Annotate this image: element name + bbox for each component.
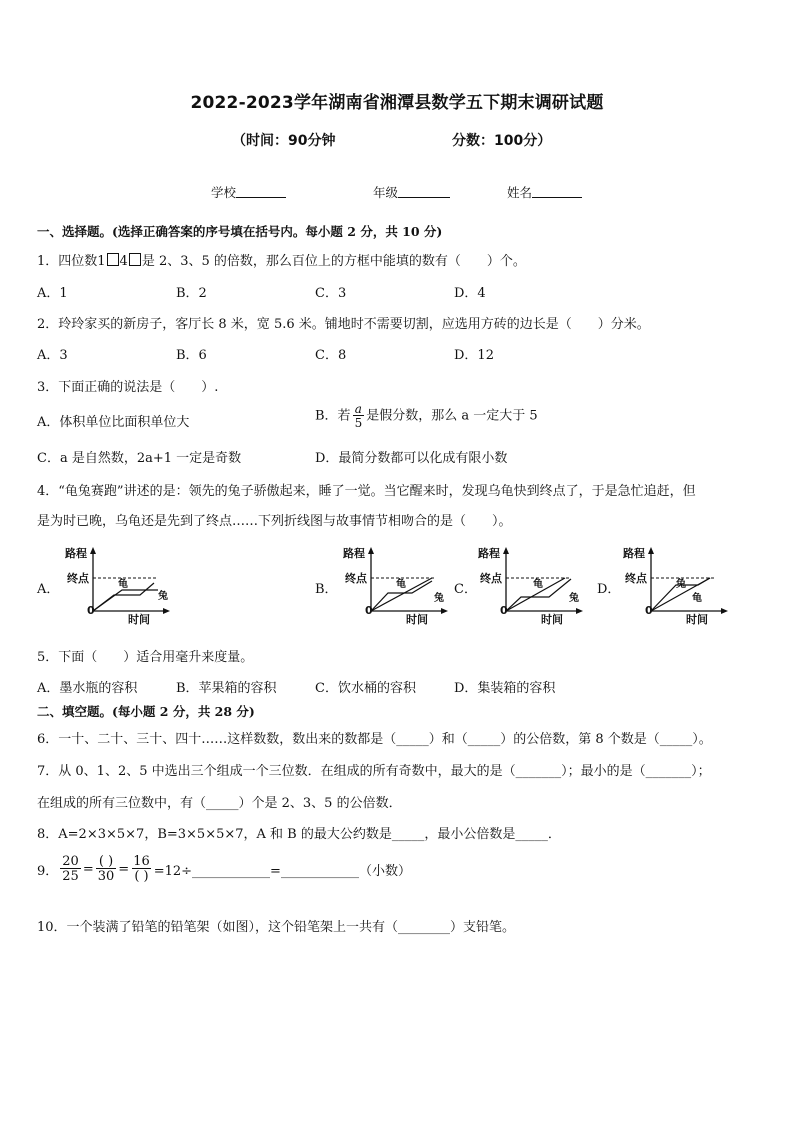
q4-option-b[interactable]: B． <box>315 582 338 597</box>
fraction-numerator: 20 <box>62 854 79 869</box>
graph-label-a: 龟 <box>533 579 543 590</box>
question-8: 8．A=2×3×5×7，B=3×5×5×7，A 和 B 的最大公约数是_____，最小公倍数是_____． <box>37 827 561 842</box>
graph-x-label: 时间 <box>128 613 150 626</box>
graph-end-label: 终点 <box>480 572 502 585</box>
fraction-denominator: 25 <box>62 869 79 884</box>
graph-label-a: 兔 <box>676 579 686 590</box>
fraction-denominator: 5 <box>354 416 363 430</box>
fraction-blank-30[interactable] <box>96 855 117 883</box>
school-label: 学校 <box>211 185 237 200</box>
graph-end-label: 终点 <box>67 572 89 585</box>
grade-label: 年级 <box>373 185 399 200</box>
graph-x-label: 时间 <box>686 613 708 626</box>
graph-label-b: 兔 <box>158 591 168 602</box>
q1-option-d[interactable]: D．4 <box>454 286 486 301</box>
fraction-denominator: ( ) <box>134 869 149 884</box>
equals-sign: = <box>82 861 94 877</box>
q3-b-post: 是假分数，那么 a 一定大于 5 <box>366 408 538 424</box>
page-title: 2022-2023学年湖南省湘潭县数学五下期末调研试题 <box>190 93 604 113</box>
digit-box <box>107 253 119 266</box>
q1-option-a[interactable]: A．1 <box>37 286 68 301</box>
graph-origin: 0 <box>500 604 508 617</box>
graph-label-b: 兔 <box>434 593 444 604</box>
fraction-numerator: ( ) <box>98 854 114 869</box>
school-blank[interactable] <box>236 185 286 198</box>
graph-label-b: 兔 <box>569 593 579 604</box>
graph-y-label: 路程 <box>65 547 87 560</box>
digit-box <box>129 253 141 266</box>
question-5: 5．下面（ ）适合用毫升来度量。 <box>37 650 254 665</box>
grade-field <box>373 183 450 201</box>
graph-option-a <box>62 543 180 627</box>
graph-origin: 0 <box>645 604 653 617</box>
question-6: 6．一十、二十、三十、四十……这样数数，数出来的数都是（_____）和（_____）的公倍数，第 8 个数是（_____）。 <box>37 732 712 747</box>
q3-option-a[interactable]: A．体积单位比面积单位大 <box>37 415 190 430</box>
graph-y-label: 路程 <box>478 547 500 560</box>
graph-y-label: 路程 <box>623 547 645 560</box>
name-field <box>507 183 582 201</box>
q5-option-c[interactable]: C．饮水桶的容积 <box>315 681 416 696</box>
q1-option-b[interactable]: B．2 <box>176 286 207 301</box>
score-info: 分数：100分） <box>452 133 552 149</box>
question-7-line2: 在组成的所有三位数中，有（_____）个是 2、3、5 的公倍数． <box>37 796 402 811</box>
question-3: 3．下面正确的说法是（ ）. <box>37 380 219 395</box>
q1-text-post: 是 2、3、5 的倍数，那么百位上的方框中能填的数有（ ）个。 <box>141 254 526 269</box>
q3-b-pre: B．若 <box>315 408 351 424</box>
graph-option-b <box>340 543 458 627</box>
q2-option-b[interactable]: B．6 <box>176 348 207 363</box>
fraction-16-blank[interactable] <box>131 855 152 883</box>
graph-end-label: 终点 <box>345 572 367 585</box>
q3-option-d[interactable]: D．最简分数都可以化成有限小数 <box>315 451 508 466</box>
q4-option-a[interactable]: A． <box>37 582 60 597</box>
equals-sign: = <box>118 861 130 877</box>
graph-label-a: 龟 <box>396 579 406 590</box>
graph-origin: 0 <box>87 604 95 617</box>
q5-option-a[interactable]: A．墨水瓶的容积 <box>37 681 138 696</box>
q2-option-a[interactable]: A．3 <box>37 348 68 363</box>
q4-option-c[interactable]: C． <box>454 582 477 597</box>
fraction-numerator: 16 <box>133 854 150 869</box>
fraction-denominator: 30 <box>97 869 115 884</box>
question-2: 2．玲玲家买的新房子，客厅长 8 米，宽 5.6 米。铺地时不需要切割，应选用方砖的边长是（ ）分米。 <box>37 317 650 332</box>
section1-heading: 一、选择题。(选择正确答案的序号填在括号内。每小题 2 分，共 10 分) <box>37 224 443 239</box>
q9-number: 9． <box>37 863 59 879</box>
grade-blank[interactable] <box>398 185 450 198</box>
fraction-a-over-5 <box>353 403 365 429</box>
time-info: （时间：90分钟 <box>232 133 336 149</box>
school-field <box>211 183 286 201</box>
q1-option-c[interactable]: C．3 <box>315 286 347 301</box>
section2-heading: 二、填空题。(每小题 2 分，共 28 分) <box>37 704 255 719</box>
question-7-line1: 7．从 0、1、2、5 中选出三个组成一个三位数．在组成的所有奇数中，最大的是（_______）；最小的是（_______）； <box>37 764 711 779</box>
q1-text-mid: 4 <box>119 254 128 269</box>
fraction-numerator: a <box>354 402 362 416</box>
graph-x-label: 时间 <box>406 613 428 626</box>
graph-origin: 0 <box>365 604 373 617</box>
q5-option-b[interactable]: B．苹果箱的容积 <box>176 681 277 696</box>
graph-y-label: 路程 <box>343 547 365 560</box>
graph-option-c <box>475 543 593 627</box>
q4-option-d[interactable]: D． <box>597 582 621 597</box>
q1-text-pre: 1．四位数1 <box>37 254 106 269</box>
q9-tail: =12÷____________=____________（小数） <box>153 863 411 879</box>
q2-option-d[interactable]: D．12 <box>454 348 494 363</box>
graph-label-a: 龟 <box>118 579 128 590</box>
name-blank[interactable] <box>532 185 582 198</box>
fraction-20-25 <box>60 855 81 883</box>
question-9 <box>37 855 411 883</box>
q3-option-b[interactable] <box>315 403 538 429</box>
graph-option-d <box>620 543 738 627</box>
graph-x-label: 时间 <box>541 613 563 626</box>
graph-label-b: 龟 <box>692 593 702 604</box>
q5-option-d[interactable]: D．集装箱的容积 <box>454 681 556 696</box>
question-4-line2: 是为时已晚，乌龟还是先到了终点……下列折线图与故事情节相吻合的是（ ）。 <box>37 514 512 529</box>
question-1 <box>37 250 526 269</box>
graph-end-label: 终点 <box>625 572 647 585</box>
question-10: 10．一个装满了铅笔的铅笔架（如图），这个铅笔架上一共有（________）支铅笔。 <box>37 920 516 935</box>
q2-option-c[interactable]: C．8 <box>315 348 347 363</box>
q3-option-c[interactable]: C．a 是自然数，2a+1 一定是奇数 <box>37 451 242 466</box>
name-label: 姓名 <box>507 185 533 200</box>
question-4-line1: 4．“龟兔赛跑”讲述的是：领先的兔子骄傲起来，睡了一觉。当它醒来时，发现乌龟快到终点了，于是急忙追赶，但 <box>37 484 696 499</box>
